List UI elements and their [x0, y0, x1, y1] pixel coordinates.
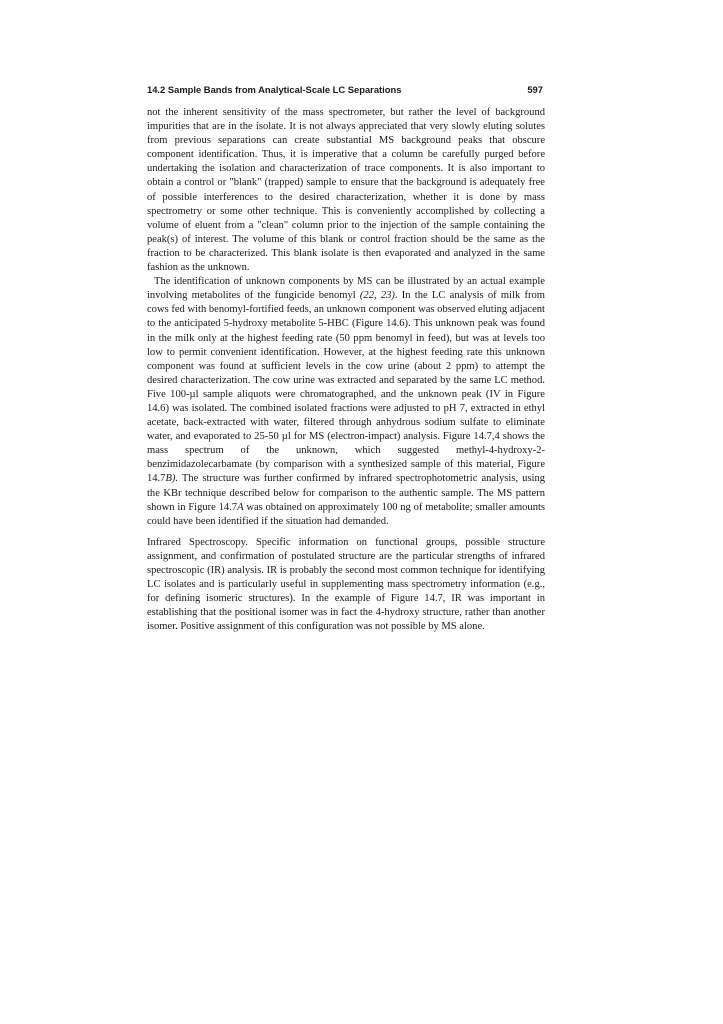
book-page [147, 84, 545, 634]
page-number: 597 [527, 84, 543, 95]
figure-reference: B). [165, 473, 179, 485]
running-head [147, 84, 545, 96]
paragraph-background-impurities: not the inherent sensitivity of the mass spectrometer, but rather the level of background impurities that are in the isolate. It is not always appreciated that very slowly eluting solutes from previous separations can create substantial MS background peaks that obscure component identification. Thus, it is imperative that a column be carefully purged before undertaking the isolation and characterization of trace components. It is also important to obtain a control or "blank" (trapped) sample to ensure that the background is adequately free of possible interferences to the desired characterization, whether it is done by mass spectrometry or some other technique. This is conveniently accomplished by collecting a volume of eluent from a "clean" column prior to the injection of the sample containing the peak(s) of interest. The volume of this blank or control fraction should be the same as the fraction to be characterized. This blank isolate is then evaporated and analyzed in the same fashion as the unknown. [147, 107, 545, 274]
paragraph-text: . In the LC analysis of milk from cows fed with benomyl-fortified feeds, an unknown component was observed eluting adjacent to the anticipated 5-hydroxy metabolite 5-HBC (Figure 14.6). This unknown peak was found in the milk only at the highest feeding rate (50 ppm benomyl in feed), but was at levels too low to permit convenient identification. However, at the highest feeding rate this unknown component was found at sufficient levels in the cow urine (about 2 ppm) to attempt the desired characterization. The cow urine was extracted and separated by the same LC method. Five 100-µl sample aliquots were chromatographed, and the unknown peak (IV in Figure 14.6) was isolated. The combined isolated fractions were adjusted to pH 7, extracted in ethyl acetate, back-extracted with water, filtered through anhydrous sodium sulfate to eliminate water, and evaporated to 25-50 µl for MS (electron-impact) analysis. Figure 14.7,4 shows the mass spectrum of the unknown, which suggested methyl-4-hydroxy-2-benzimidazolecarbamate (by comparison with a synthesized sample of this material, Figure 14.7 [147, 290, 545, 485]
paragraph-text: was obtained on approximately 100 ng of metabolite; smaller amounts could have been identified if the situation had demanded. [147, 501, 545, 527]
citation-reference: (22, 23) [359, 290, 395, 302]
paragraph-text: The structure was further confirmed by infrared spectrophotometric analysis, using the KBr technique described below for comparison to the authentic sample. The MS pattern shown in Figure 14.7 [147, 473, 545, 513]
paragraph-text: The identification of unknown components by MS can be illustrated by an actual example involving metabolites of the fungicide benomyl [147, 276, 545, 302]
paragraph-benomyl-example [147, 275, 545, 529]
paragraph-text: Specific information on functional groups, possible structure assignment, and confirmation of postulated structure are the particular strengths of infrared spectroscopic (IR) analysis. IR is probably the second most common technique for identifying LC isolates and is particularly useful in supplementing mass spectrometry information (e.g., for defining isomeric structures). In the example of Figure 14.7, IR was important in establishing that the positional isomer was in fact the 4-hydroxy structure, rather than another isomer. Positive assignment of this configuration was not possible by MS alone. [147, 536, 545, 633]
paragraph-infrared-spectroscopy [147, 536, 545, 635]
figure-reference: A [237, 501, 244, 513]
section-title: 14.2 Sample Bands from Analytical-Scale LC Separations [147, 84, 402, 95]
subsection-label: Infrared Spectroscopy. [147, 536, 248, 548]
